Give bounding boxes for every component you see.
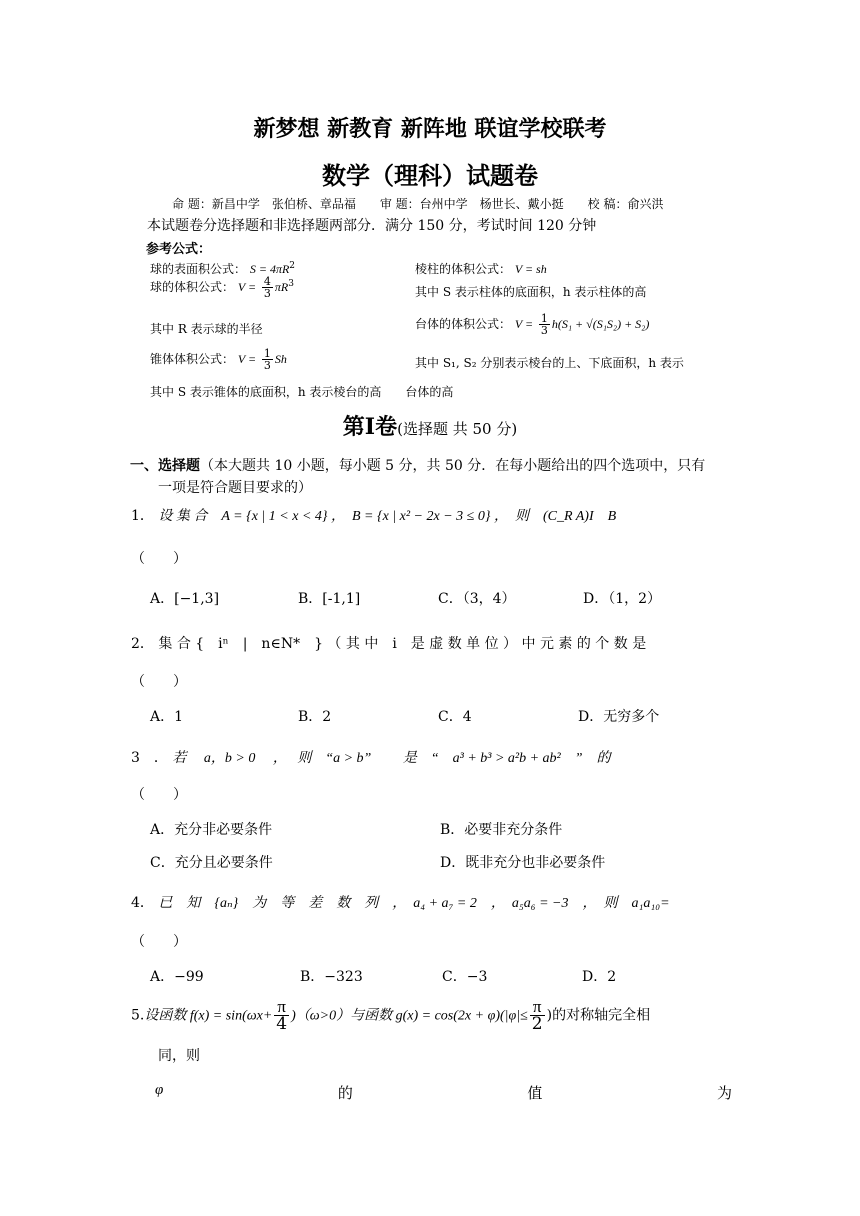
section1-description — [130, 455, 705, 475]
question-text-part-a: 设函数 f(x) = sin(ωx+ — [144, 1008, 273, 1024]
q3-option-c[interactable]: C．充分且必要条件 — [150, 855, 273, 871]
fraction-numerator: 4 — [263, 275, 271, 288]
q2-option-a[interactable]: A．1 — [150, 709, 184, 725]
phi-symbol: φ — [155, 1082, 164, 1098]
question-3-answer-paren: （ ） — [131, 787, 187, 803]
sphere-volume-exponent: 3 — [288, 279, 294, 289]
q3-option-b[interactable]: B．必要非充分条件 — [440, 822, 563, 838]
fraction-numerator: π — [274, 998, 289, 1016]
q4-option-a[interactable]: A．−99 — [150, 969, 204, 985]
cone-volume-formula — [150, 348, 287, 371]
section1-desc-line1: （本大题共 10 小题，每小题 5 分，共 50 分．在每小题给出的四个选项中，只有 — [200, 458, 706, 474]
cone-fraction — [262, 348, 273, 371]
fraction-denominator: 3 — [540, 324, 548, 337]
fraction-denominator: 4 — [276, 1014, 288, 1034]
cone-label: 锥体体积公式： — [150, 352, 235, 366]
question-1 — [131, 505, 731, 525]
sphere-area-exponent: 2 — [289, 261, 296, 271]
part1-title — [0, 410, 860, 441]
q4-option-c[interactable]: C．−3 — [442, 969, 488, 985]
fraction-numerator: 1 — [540, 312, 548, 325]
part1-title-main: 第Ⅰ卷 — [342, 414, 398, 440]
q1-option-b[interactable]: B．[-1,1] — [298, 591, 361, 607]
exam-intro: 本试题卷分选择题和非选择题两部分．满分 150 分，考试时间 120 分钟 — [147, 218, 597, 234]
question-text: 设 集 合 A = {x | 1 < x < 4} ， B = {x | x² − 2x − 3 ≤ 0} ， 则 (C_R A)I B — [158, 509, 617, 524]
cone-rhs: Sh — [274, 352, 287, 366]
q4-option-d[interactable]: D．2 — [582, 969, 617, 985]
question-5 — [131, 998, 731, 1033]
cone-note: 其中 S 表示锥体的底面积，h 表示棱台的高 台体的高 — [150, 385, 454, 399]
part1-title-note: (选择题 共 50 分) — [397, 420, 518, 438]
fraction-numerator: π — [530, 998, 545, 1016]
question-4-answer-paren: （ ） — [131, 934, 187, 950]
sphere-volume-label: 球的体积公式： — [150, 280, 235, 294]
question-number: 5. — [131, 1007, 145, 1024]
question-5-line3 — [155, 1082, 732, 1103]
sphere-area-expr: S = 4πR — [249, 262, 290, 276]
frustum-fraction — [539, 313, 550, 336]
question-2 — [131, 633, 731, 653]
question-number: 2． — [131, 636, 154, 652]
sphere-volume-fraction — [262, 276, 273, 299]
formulas-heading: 参考公式： — [146, 242, 212, 257]
prism-expr: V = sh — [514, 262, 547, 276]
prism-note: 其中 S 表示柱体的底面积，h 表示柱体的高 — [415, 285, 647, 299]
exam-header-title: 新梦想 新教育 新阵地 联谊学校联考 — [253, 116, 607, 142]
question-3 — [131, 747, 731, 767]
frustum-note: 其中 S₁, S₂ 分别表示棱台的上、下底面积，h 表示 — [415, 356, 684, 370]
frustum-rhs: h(S₁ + √(S₁S₂) + S₂) — [551, 317, 650, 331]
frustum-label: 台体的体积公式： — [415, 317, 512, 331]
line3-word-zhi: 值 — [527, 1084, 543, 1102]
question-text-part-c: )的对称轴完全相 — [546, 1007, 651, 1024]
question-text: 集 合 { iⁿ | n∈N* } （ 其 中 i 是 虚 数 单 位 ） 中 元 素 的 个 数 是 — [158, 636, 647, 652]
q3-option-a[interactable]: A．充分非必要条件 — [150, 822, 273, 838]
exam-subtitle: 数学（理科）试题卷 — [322, 161, 538, 190]
sphere-volume-rhs: πR — [274, 280, 289, 294]
q1-option-d[interactable]: D．（1，2） — [583, 591, 662, 607]
question-text: 已 知 {aₙ} 为 等 差 数 列 ， a₄ + a₇ = 2 ， a₅a₆ = −3 ， 则 a₁a₁₀= — [158, 896, 670, 911]
prism-label: 棱柱的体积公式： — [415, 262, 512, 276]
q2-option-d[interactable]: D．无穷多个 — [578, 709, 660, 725]
sphere-volume-formula — [150, 276, 294, 299]
question-number: 3 ． — [131, 750, 168, 766]
sphere-volume-lhs: V = — [237, 280, 257, 294]
q1-option-a[interactable]: A．[−1,3] — [150, 591, 220, 607]
cone-lhs: V = — [237, 352, 257, 366]
line3-word-de: 的 — [337, 1084, 353, 1102]
fraction-denominator: 3 — [263, 359, 271, 372]
fraction-numerator: 1 — [263, 347, 271, 360]
question-2-answer-paren: （ ） — [131, 674, 187, 690]
q2-option-b[interactable]: B．2 — [298, 709, 332, 725]
section1-desc-line2: 一项是符合题目要求的） — [158, 480, 312, 496]
sphere-radius-note: 其中 R 表示球的半径 — [150, 322, 263, 336]
pi-over-4-fraction — [274, 998, 289, 1033]
question-text-part-b: )（ω>0）与函数 g(x) = cos(2x + φ)(|φ|≤ — [291, 1008, 528, 1024]
question-number: 1． — [131, 508, 154, 524]
question-5-line2: 同，则 — [158, 1048, 200, 1064]
sphere-area-formula — [150, 260, 295, 277]
q4-option-b[interactable]: B．−323 — [300, 969, 363, 985]
question-4 — [131, 892, 731, 912]
pi-over-2-fraction — [530, 998, 545, 1033]
prism-volume-formula — [415, 260, 547, 277]
line3-word-wei: 为 — [716, 1084, 732, 1102]
q2-option-c[interactable]: C．4 — [438, 709, 472, 725]
question-number: 4． — [131, 895, 154, 911]
question-text: 若 a，b > 0 ， 则 “a > b” 是 “ a³ + b³ > a²b + ab² ” 的 — [172, 751, 611, 766]
q1-option-c[interactable]: C．（3，4） — [438, 591, 516, 607]
section1-heading: 一、选择题 — [130, 458, 200, 474]
authors-line: 命 题：新昌中学 张伯桥、章品福 审 题：台州中学 杨世长、戴小挺 校 稿：俞兴洪 — [172, 197, 664, 211]
fraction-denominator: 3 — [263, 287, 271, 300]
question-1-answer-paren: （ ） — [131, 551, 187, 567]
fraction-denominator: 2 — [531, 1014, 543, 1034]
q3-option-d[interactable]: D．既非充分也非必要条件 — [440, 855, 606, 871]
sphere-area-label: 球的表面积公式： — [150, 262, 247, 276]
frustum-lhs: V = — [514, 317, 534, 331]
frustum-volume-formula — [415, 313, 649, 336]
